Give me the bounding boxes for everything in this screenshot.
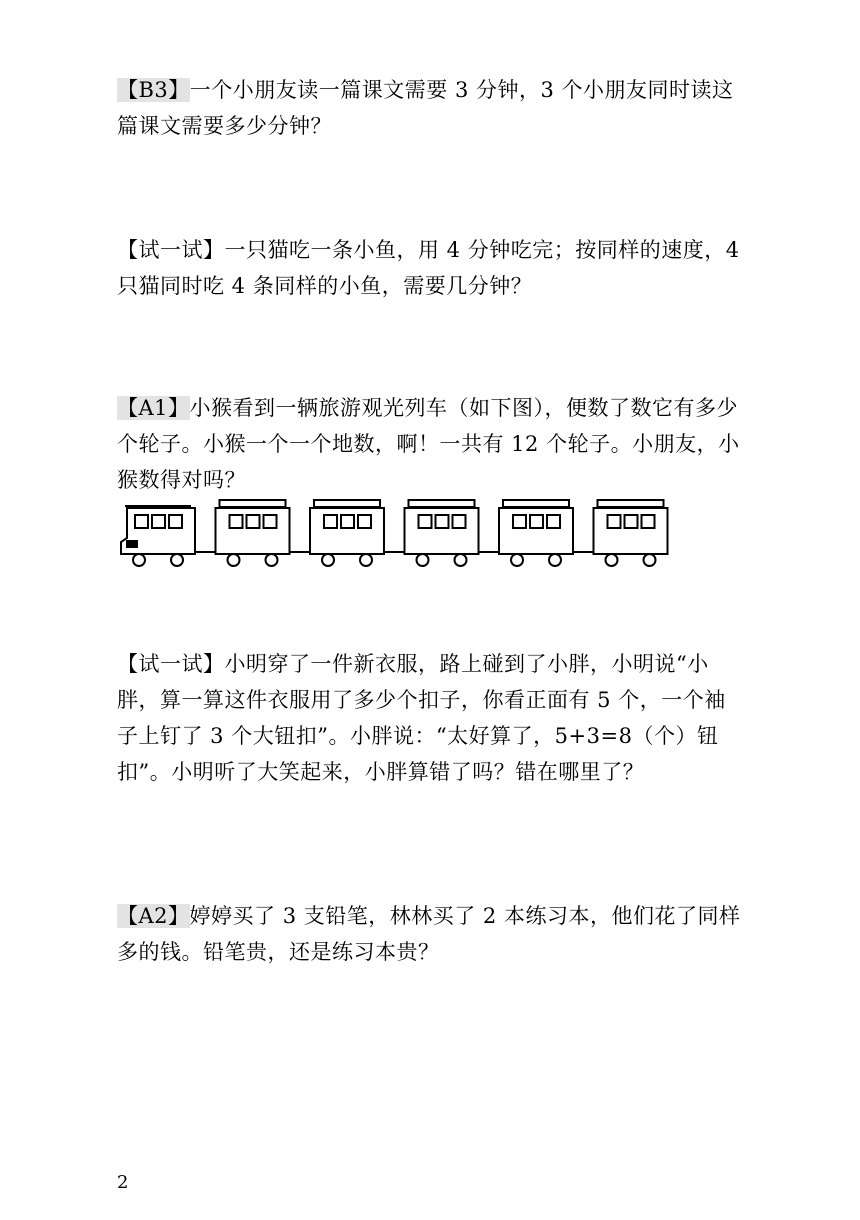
car-window — [453, 515, 466, 528]
car-roof — [598, 500, 664, 507]
train-wheel — [511, 554, 523, 566]
car-window — [135, 515, 148, 528]
car-window — [247, 515, 260, 528]
problem-text: 小明穿了一件新衣服，路上碰到了小胖，小明说“小胖，算一算这件衣服用了多少个扣子，你看正面有 5 个，一个袖子上钉了 3 个大钮扣”。小胖说：“太好算了，5+3=8（个）钮扣”。小明听了大笑起来，小胖算错了吗？错在哪里了？ — [117, 652, 726, 784]
car-roof — [503, 500, 569, 507]
train-wheel — [228, 554, 240, 566]
problem-text: 一只猫吃一条小鱼，用 4 分钟吃完；按同样的速度，4 只猫同时吃 4 条同样的小鱼，需要几分钟？ — [117, 238, 740, 298]
car-roof — [314, 500, 380, 507]
engine-nose — [126, 540, 138, 548]
page-number: 2 — [117, 1172, 129, 1193]
problem-try-2 — [117, 646, 747, 790]
car-window — [358, 515, 371, 528]
car-window — [230, 515, 243, 528]
problem-tag: 【试一试】 — [117, 238, 225, 262]
problem-a1 — [117, 390, 747, 498]
car-window — [264, 515, 277, 528]
car-window — [608, 515, 621, 528]
car-window — [513, 515, 526, 528]
car-window — [625, 515, 638, 528]
car-window — [152, 515, 165, 528]
car-window — [530, 515, 543, 528]
train-wheel — [549, 554, 561, 566]
train-illustration — [117, 498, 672, 570]
car-window — [419, 515, 432, 528]
problem-tag: 【B3】 — [117, 78, 190, 102]
train-wheel — [606, 554, 618, 566]
problem-b3 — [117, 72, 747, 144]
train-wheel — [455, 554, 467, 566]
problem-text: 婷婷买了 3 支铅笔，林林买了 2 本练习本，他们花了同样多的钱。铅笔贵，还是练习本贵？ — [117, 904, 741, 964]
problem-try-1 — [117, 232, 747, 304]
car-window — [642, 515, 655, 528]
car-window — [436, 515, 449, 528]
car-window — [169, 515, 182, 528]
car-window — [341, 515, 354, 528]
train-wheel — [171, 554, 183, 566]
car-window — [324, 515, 337, 528]
problem-tag: 【A1】 — [117, 396, 190, 420]
problem-tag: 【试一试】 — [117, 652, 225, 676]
train-wheel — [322, 554, 334, 566]
problem-text: 一个小朋友读一篇课文需要 3 分钟，3 个小朋友同时读这篇课文需要多少分钟？ — [117, 78, 734, 138]
train-wheel — [266, 554, 278, 566]
car-window — [547, 515, 560, 528]
car-roof — [220, 500, 286, 507]
train-wheel — [417, 554, 429, 566]
train-wheel — [133, 554, 145, 566]
train-wheel — [360, 554, 372, 566]
problem-a2 — [117, 898, 747, 970]
problem-tag: 【A2】 — [117, 904, 190, 928]
car-roof — [409, 500, 475, 507]
train-wheel — [644, 554, 656, 566]
problem-text: 小猴看到一辆旅游观光列车（如下图），便数了数它有多少个轮子。小猴一个一个地数，啊！一共有 12 个轮子。小朋友，小猴数得对吗？ — [117, 396, 740, 492]
